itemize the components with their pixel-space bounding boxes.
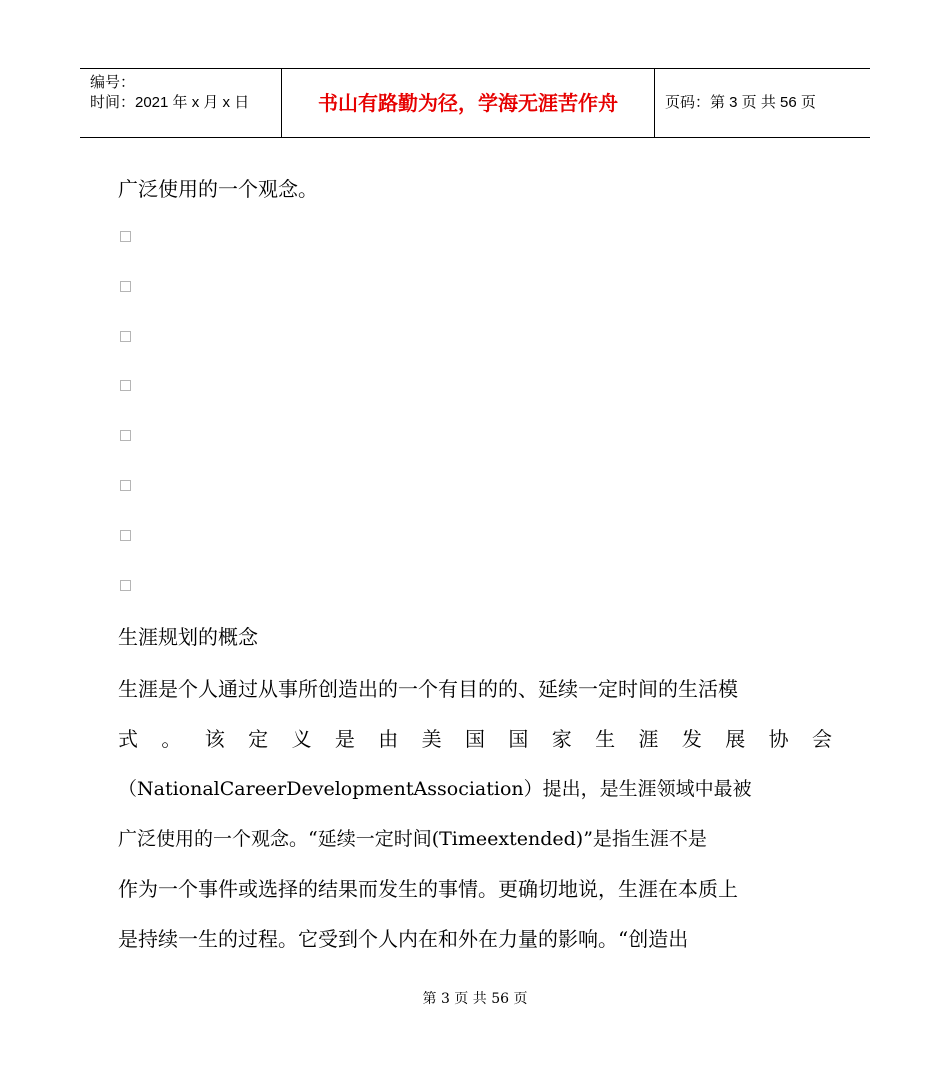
document-date-label: 时间：2021 年 x 月 x 日 [90,94,250,111]
paragraph-glyph: 家 [551,727,572,751]
paragraph-glyph: 。 [161,727,182,751]
placeholder-box-icon [120,380,131,391]
paragraph-glyph: 协 [768,727,789,751]
placeholder-box-icon [120,281,131,292]
page-header [80,68,870,138]
placeholder-box-icon [120,580,131,591]
header-motto: 书山有路勤为径，学海无涯苦作舟 [282,69,655,137]
paragraph-line: 是持续一生的过程。它受到个人内在和外在力量的影响。“创造出 [118,927,689,951]
paragraph-glyph: 义 [291,727,312,751]
paragraph-glyph: 是 [334,727,355,751]
paragraph-glyph: 展 [725,727,746,751]
paragraph-line: 生涯是个人通过从事所创造出的一个有目的的、延续一定时间的生活模 [118,677,738,701]
header-meta-cell [80,69,282,137]
paragraph-glyph: 生 [595,727,616,751]
paragraph-glyph: 会 [812,727,832,751]
paragraph-glyph: 发 [681,727,702,751]
placeholder-box-icon [120,331,131,342]
paragraph-glyph: 美 [421,727,442,751]
placeholder-box-list [120,231,131,629]
paragraph-glyph: 式 [118,727,138,751]
paragraph-glyph: 涯 [638,727,659,751]
paragraph-line [118,722,832,772]
document-number-label: 编号： [90,74,136,91]
body-paragraph [118,672,832,972]
paragraph-line: 作为一个事件或选择的结果而发生的事情。更确切地说，生涯在本质上 [118,877,738,901]
paragraph-glyph: 国 [508,727,529,751]
placeholder-box-icon [120,231,131,242]
paragraph-glyph: 定 [248,727,269,751]
paragraph-glyph: 由 [378,727,399,751]
paragraph-glyph: 该 [204,727,225,751]
page-footer: 第 3 页 共 56 页 [422,991,528,1007]
paragraph-line: （NationalCareerDevelopmentAssociation）提出，是生涯领域中最被 [118,778,752,800]
paragraph-line: 广泛使用的一个观念。“延续一定时间(Timeextended)”是指生涯不是 [118,828,707,850]
lead-text: 广泛使用的一个观念。 [118,177,318,201]
placeholder-box-icon [120,530,131,541]
placeholder-box-icon [120,480,131,491]
placeholder-box-icon [120,430,131,441]
section-heading: 生涯规划的概念 [118,625,258,649]
header-page-info: 页码：第 3 页 共 56 页 [665,94,816,111]
paragraph-glyph: 国 [465,727,485,751]
